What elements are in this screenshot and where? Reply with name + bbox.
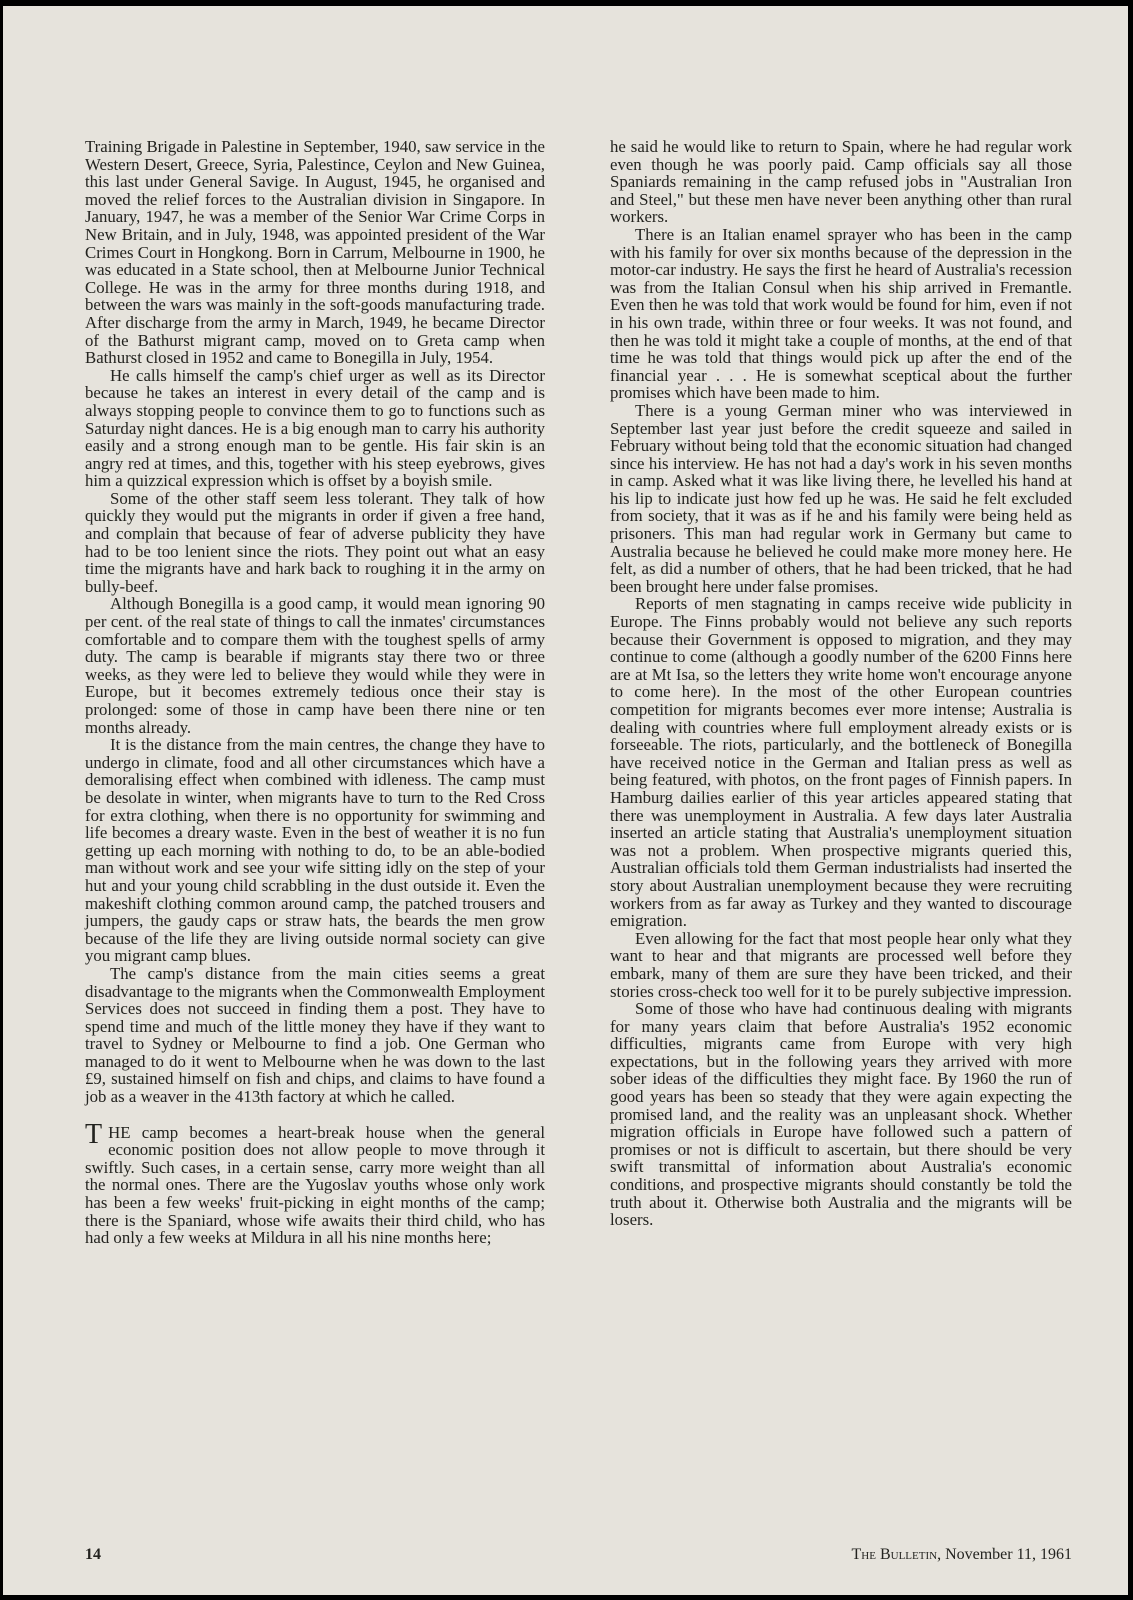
running-footer: The Bulletin, November 11, 1961: [851, 1546, 1072, 1563]
paragraph: Reports of men stagnating in camps receive wide publicity in Europe. The Finns probably would not believe any such reports because their Government is opposed to migration, and they may continue to come (although a goodly number of the 6200 Finns here are at Mt Isa, so the letters they write home won't encourage anyone to come here). In the most of the other European countries competition for migrants becomes ever more intense; Australia is dealing with countries where full employment already exists or is forseeable. The riots, particularly, and the bottleneck of Bonegilla have received notice in the German and Italian press as well as being featured, with photos, on the front pages of Finnish papers. In Hamburg dailies earlier of this year articles appeared stating that there was unemployment in Australia. A few days later Australia inserted an article stating that Australia's unemployment situation was not a problem. When prospective migrants queried this, Australian officials told them German industrialists had inserted the story about Australian unemployment because they were recruiting workers from as far away as Turkey and they wanted to discourage emigration.: [610, 594, 1072, 931]
paragraph: There is a young German miner who was interviewed in September last year just before the credit squeeze and sailed in February without being told that the economic situation had changed since his interview. He has not had a day's work in his seven months in camp. Asked what it was like living there, he levelled his hand at his lip to indicate just how fed up he was. He said he felt excluded from society, that it was as if he and his family were being held as prisoners. This man had regular work in Germany but came to Australia because he believed he could make more money here. He felt, as did a number of others, that he had been tricked, that he had been brought here under false promises.: [610, 400, 1072, 596]
paragraph: Although Bonegilla is a good camp, it would mean ignoring 90 per cent. of the real state of things to call the inmates' circumstances comfortable and to compare them with the toughest spells of army duty. The camp is bearable if migrants stay there two or three weeks, as they were led to believe they would while they were in Europe, but it becomes extremely tedious once their stay is prolonged: some of those in camp have been there nine or ten months already.: [85, 594, 545, 737]
paragraph: Some of those who have had continuous dealing with migrants for many years claim that before Australia's 1952 economic difficulties, migrants came from Europe with very high expectations, but in the following years they arrived with more sober ideas of the difficulties they might face. By 1960 the run of good years has been so steady that they were again expecting the promised land, and the reality was an unpleasant shock. Whether migration officials in Europe have followed such a pattern of promises or not is difficult to ascertain, but there should be very swift transmittal of information about Australia's economic conditions, and prospective migrants should constantly be told the truth about it. Otherwise both Australia and the migrants will be losers.: [610, 999, 1072, 1230]
paragraph: There is an Italian enamel sprayer who has been in the camp with his family for over six months because of the depression in the motor-car industry. He says the first he heard of Australia's recession was from the Italian Consul when his ship arrived in Fremantle. Even then he was told that work would be found for him, even if not in his own trade, within three or four weeks. It was not found, and then he was told it might take a couple of months, at the end of that time he was told that things would pick up after the end of the financial year . . . He is somewhat sceptical about the further promises which have been made to him.: [610, 224, 1072, 403]
paragraph: Some of the other staff seem less tolerant. They talk of how quickly they would put the migrants in order if given a free hand, and complain that because of fear of adverse publicity they have had to be too lenient since the riots. They point out what an easy time the migrants have and hark back to roughing it in the army on bully-beef.: [85, 488, 545, 596]
paragraph: It is the distance from the main centres, the change they have to undergo in climate, food and all other circumstances which have a demoralising effect when combined with idleness. The camp must be desolate in winter, when migrants have to turn to the Red Cross for extra clothing, when there is no opportunity for swimming and life becomes a dreary waste. Even in the best of weather it is no fun getting up each morning with nothing to do, to be an able-bodied man without work and see your wife sitting idly on the step of your hut and your young child scrabbling in the dust outside it. Even the makeshift clothing common around camp, the patched trousers and jumpers, the gaudy caps or straw hats, the beards the men grow because of the life they are living outside normal society can give you migrant camp blues.: [85, 735, 545, 966]
paragraph: Training Brigade in Palestine in September, 1940, saw service in the Western Desert, Greece, Syria, Palestince, Ceylon and New Guinea, this last under General Savige. In August, 1945, he organised and moved the relief forces to the Australian division in Singapore. In January, 1947, he was a member of the Senior War Crime Corps in New Britain, and in July, 1948, was appointed president of the War Crimes Court in Hongkong. Born in Carrum, Melbourne in 1900, he was educated in a State school, then at Melbourne Junior Technical College. He was in the army for three months during 1918, and between the wars was mainly in the soft-goods manufacturing trade. After discharge from the army in March, 1949, he became Director of the Bathurst migrant camp, moved on to Greta camp when Bathurst closed in 1952 and came to Bonegilla in July, 1954.: [85, 137, 545, 368]
paragraph: he said he would like to return to Spain, where he had regular work even though he was poorly paid. Camp officials say all those Spaniards remaining in the camp refused jobs in "Australian Iron and Steel," but these men have never been anything other than rural workers.: [610, 137, 1072, 227]
section-text: HE camp becomes a heart-break house when the general economic position does not allow people to move through it swiftly. Such cases, in a certain sense, carry more weight than all the normal ones. There are the Yugoslav youths whose only work has been a few weeks' fruit-picking in eight months of the camp; there is the Spaniard, whose wife awaits their third child, who has had only a few weeks at Mildura in all his nine months here;: [85, 1122, 545, 1248]
drop-cap: T: [85, 1118, 103, 1150]
section-paragraph: [85, 1118, 545, 1248]
paragraph: The camp's distance from the main cities seems a great disadvantage to the migrants when the Commonwealth Employment Services does not succeed in finding them a post. They have to spend time and much of the little money they have if they want to travel to Sydney or Melbourne to find a job. One German who managed to do it went to Melbourne when he was down to the last £9, sustained himself on fish and chips, and claims to have found a job as a weaver in the 413th factory at which he called.: [85, 963, 545, 1107]
issue-date: November 11, 1961: [945, 1546, 1072, 1563]
publication-name: The Bulletin: [851, 1546, 938, 1563]
page-number: 14: [85, 1546, 101, 1563]
paragraph: Even allowing for the fact that most people hear only what they want to hear and that migrants are processed well before they embark, many of them are sure they have been tricked, and their stories cross-check too well for it to be purely subjective impression.: [610, 928, 1072, 1001]
left-column: [85, 138, 545, 1247]
paragraph: He calls himself the camp's chief urger as well as its Director because he takes an interest in every detail of the camp and is always stopping people to convince them to go to functions such as Saturday night dances. He is a big enough man to carry his authority easily and a strong enough man to be gentle. His fair skin is an angry red at times, and this, together with his steep eyebrows, gives him a quizzical expression which is offset by a boyish smile.: [85, 365, 545, 491]
right-column: [610, 138, 1072, 1229]
